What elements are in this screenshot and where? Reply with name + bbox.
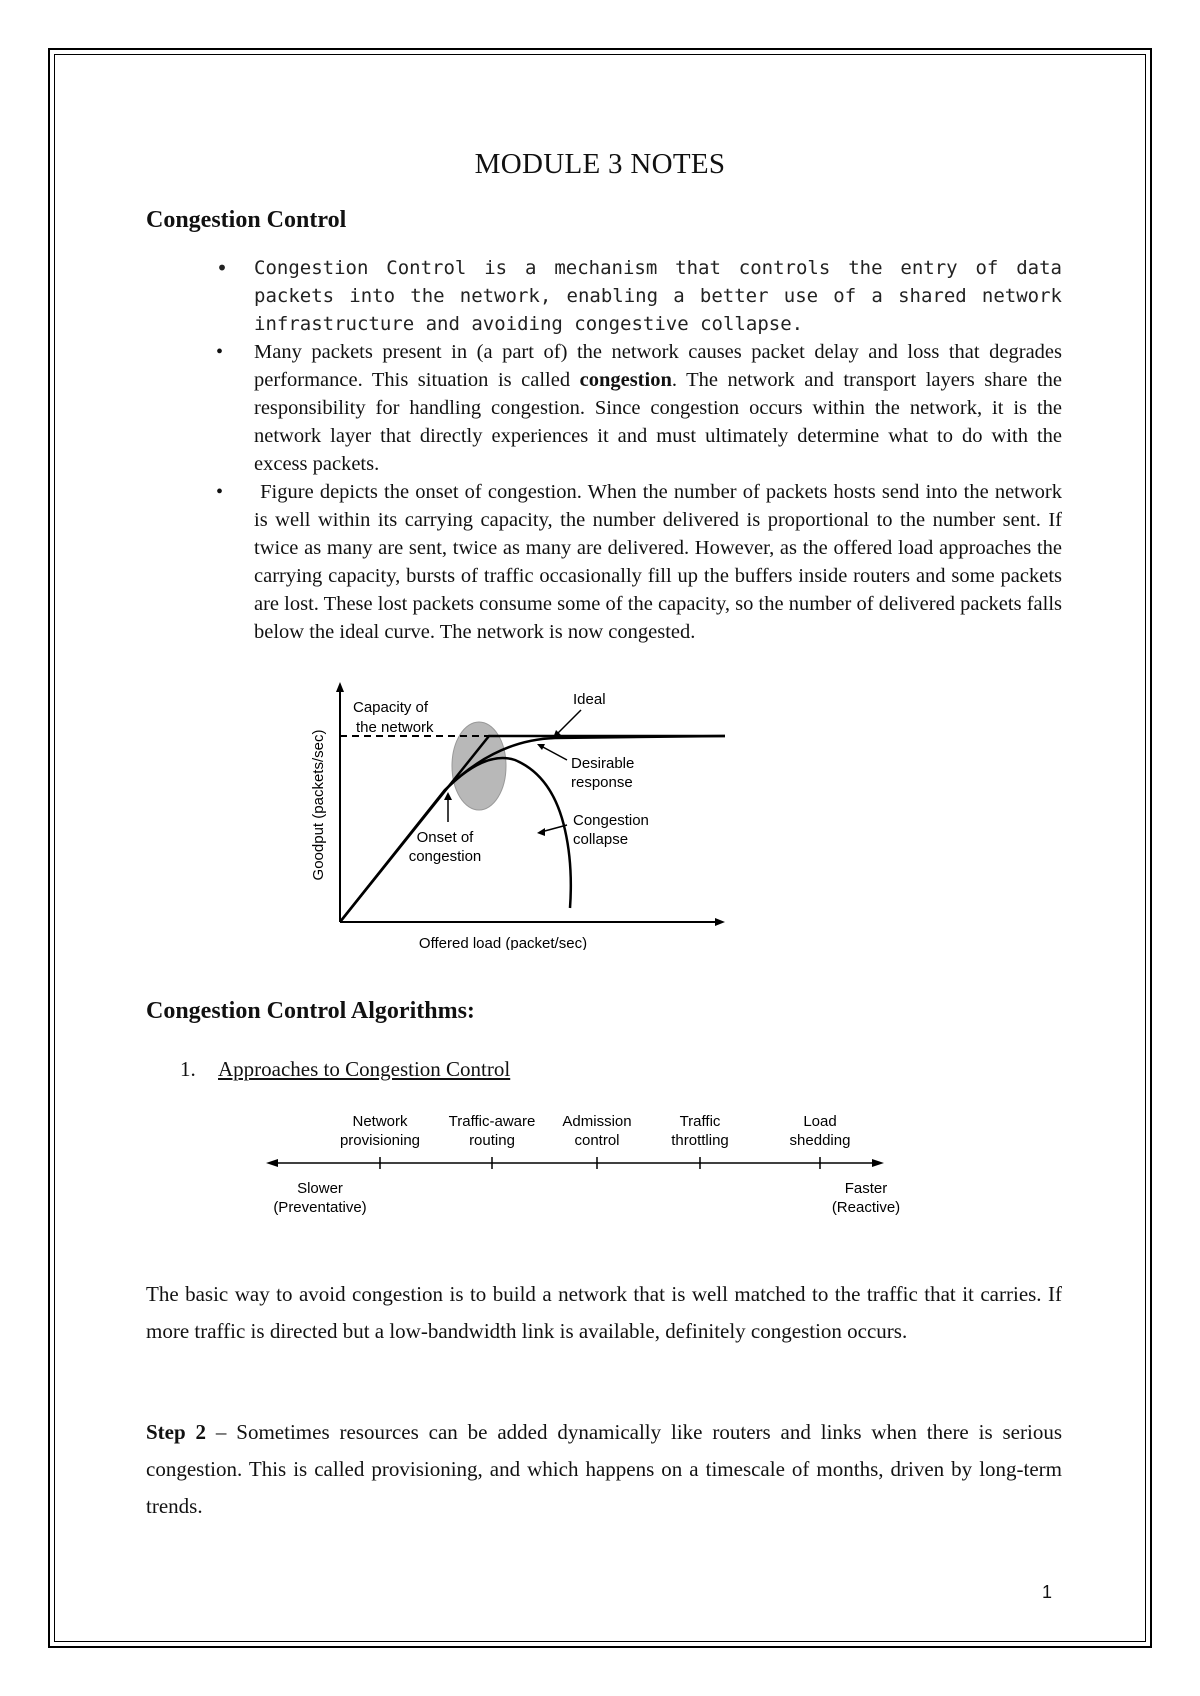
bullet-text: Many packets present in (a part of) the network causes packet delay and loss that degrades performance. This situation is called: [254, 341, 1062, 391]
bullet-text: Figure depicts the onset of congestion. When the number of packets hosts send into the network is well within its carrying capacity, the number delivered is proportional to the number sent. If twice as many are sent, twice as many are delivered. However, as the offered load approaches the carrying capacity, bursts of traffic occasionally fill up the buffers inside routers and some packets are lost. These lost packets consume some of the capacity, so the number of delivered packets falls below the ideal curve. The network is now congested.: [254, 481, 1062, 643]
label-provisioning-line2: provisioning: [339, 1132, 421, 1149]
label-slower: Slower: [297, 1180, 343, 1197]
timeline-arrow-right: [872, 1159, 884, 1167]
label-shedding-line2: shedding: [789, 1132, 851, 1149]
section-heading-congestion-control: Congestion Control: [146, 207, 347, 233]
label-throttling-line1: Traffic: [679, 1113, 721, 1130]
ideal-pointer: [555, 710, 581, 736]
collapse-label-line1: Congestion: [573, 812, 649, 829]
item-number: 1.: [180, 1057, 196, 1081]
bullet-item-congestion: [146, 338, 1062, 478]
page-title: MODULE 3 NOTES: [474, 148, 726, 180]
x-axis-arrow: [715, 918, 725, 926]
page-number: 1: [1042, 1582, 1053, 1602]
onset-label-line1: Onset of: [416, 829, 474, 846]
onset-label-line2: congestion: [408, 848, 482, 865]
onset-pointer-head: [444, 792, 452, 800]
collapse-label-line2: collapse: [573, 831, 629, 848]
bullet-item-onset: [146, 478, 1062, 646]
section-heading-algorithms: Congestion Control Algorithms:: [146, 998, 475, 1024]
paragraph-basic-way: The basic way to avoid congestion is to build a network that is well matched to the traffic that it carries. If more traffic is directed but a low-bandwidth link is available, definitely congestion occurs.: [146, 1282, 1062, 1343]
x-axis-label: Offered load (packet/sec): [418, 935, 588, 950]
label-routing-line1: Traffic-aware: [448, 1113, 536, 1130]
step-text: – Sometimes resources can be added dynamically like routers and links when there is serious congestion. This is called provisioning, and which happens on a timescale of months, driven by long-term trends.: [146, 1420, 1062, 1518]
desirable-pointer: [541, 746, 567, 760]
ideal-curve: [340, 736, 725, 922]
label-shedding-line1: Load: [803, 1113, 837, 1130]
timeline-arrow-left: [266, 1159, 278, 1167]
desirable-label-line2: response: [571, 774, 633, 791]
capacity-label-line1: Capacity of: [353, 699, 429, 716]
label-preventative: (Preventative): [273, 1199, 367, 1216]
y-axis-label: Goodput (packets/sec): [310, 729, 327, 881]
label-admission-line2: control: [574, 1132, 620, 1149]
step-label: Step 2: [146, 1420, 207, 1444]
collapse-pointer-head: [537, 828, 545, 836]
approaches-figure: [260, 1108, 920, 1218]
bullet-item-definition: [146, 254, 1062, 338]
label-faster: Faster: [844, 1180, 888, 1197]
desirable-label-line1: Desirable: [571, 755, 635, 772]
bullet-text: Congestion Control is a mechanism that controls the entry of data packets into the network, enabling a better use of a shared network infrastructure and avoiding congestive collapse.: [254, 257, 1062, 335]
bullet-list: [146, 254, 1062, 646]
desirable-curve: [340, 736, 725, 922]
y-axis-arrow: [336, 682, 344, 692]
label-routing-line2: routing: [469, 1132, 515, 1149]
capacity-label-line2: the network: [356, 719, 434, 736]
paragraph-step-2: [146, 1414, 1062, 1525]
ideal-label: Ideal: [573, 691, 606, 708]
bold-term: congestion: [579, 369, 672, 391]
item-text: Approaches to Congestion Control: [218, 1057, 511, 1081]
label-reactive: (Reactive): [831, 1199, 901, 1216]
label-provisioning-line1: Network: [352, 1113, 408, 1130]
congestion-figure: [305, 680, 735, 950]
label-throttling-line2: throttling: [671, 1132, 729, 1149]
bullet-text: . The network and transport layers share the responsibility for handling congestion. Since congestion occurs within the network, it is the network layer that directly experiences it and must ultimately determine what to do with the excess packets.: [254, 369, 1063, 475]
label-admission-line1: Admission: [562, 1113, 632, 1130]
numbered-item: [180, 1057, 510, 1082]
